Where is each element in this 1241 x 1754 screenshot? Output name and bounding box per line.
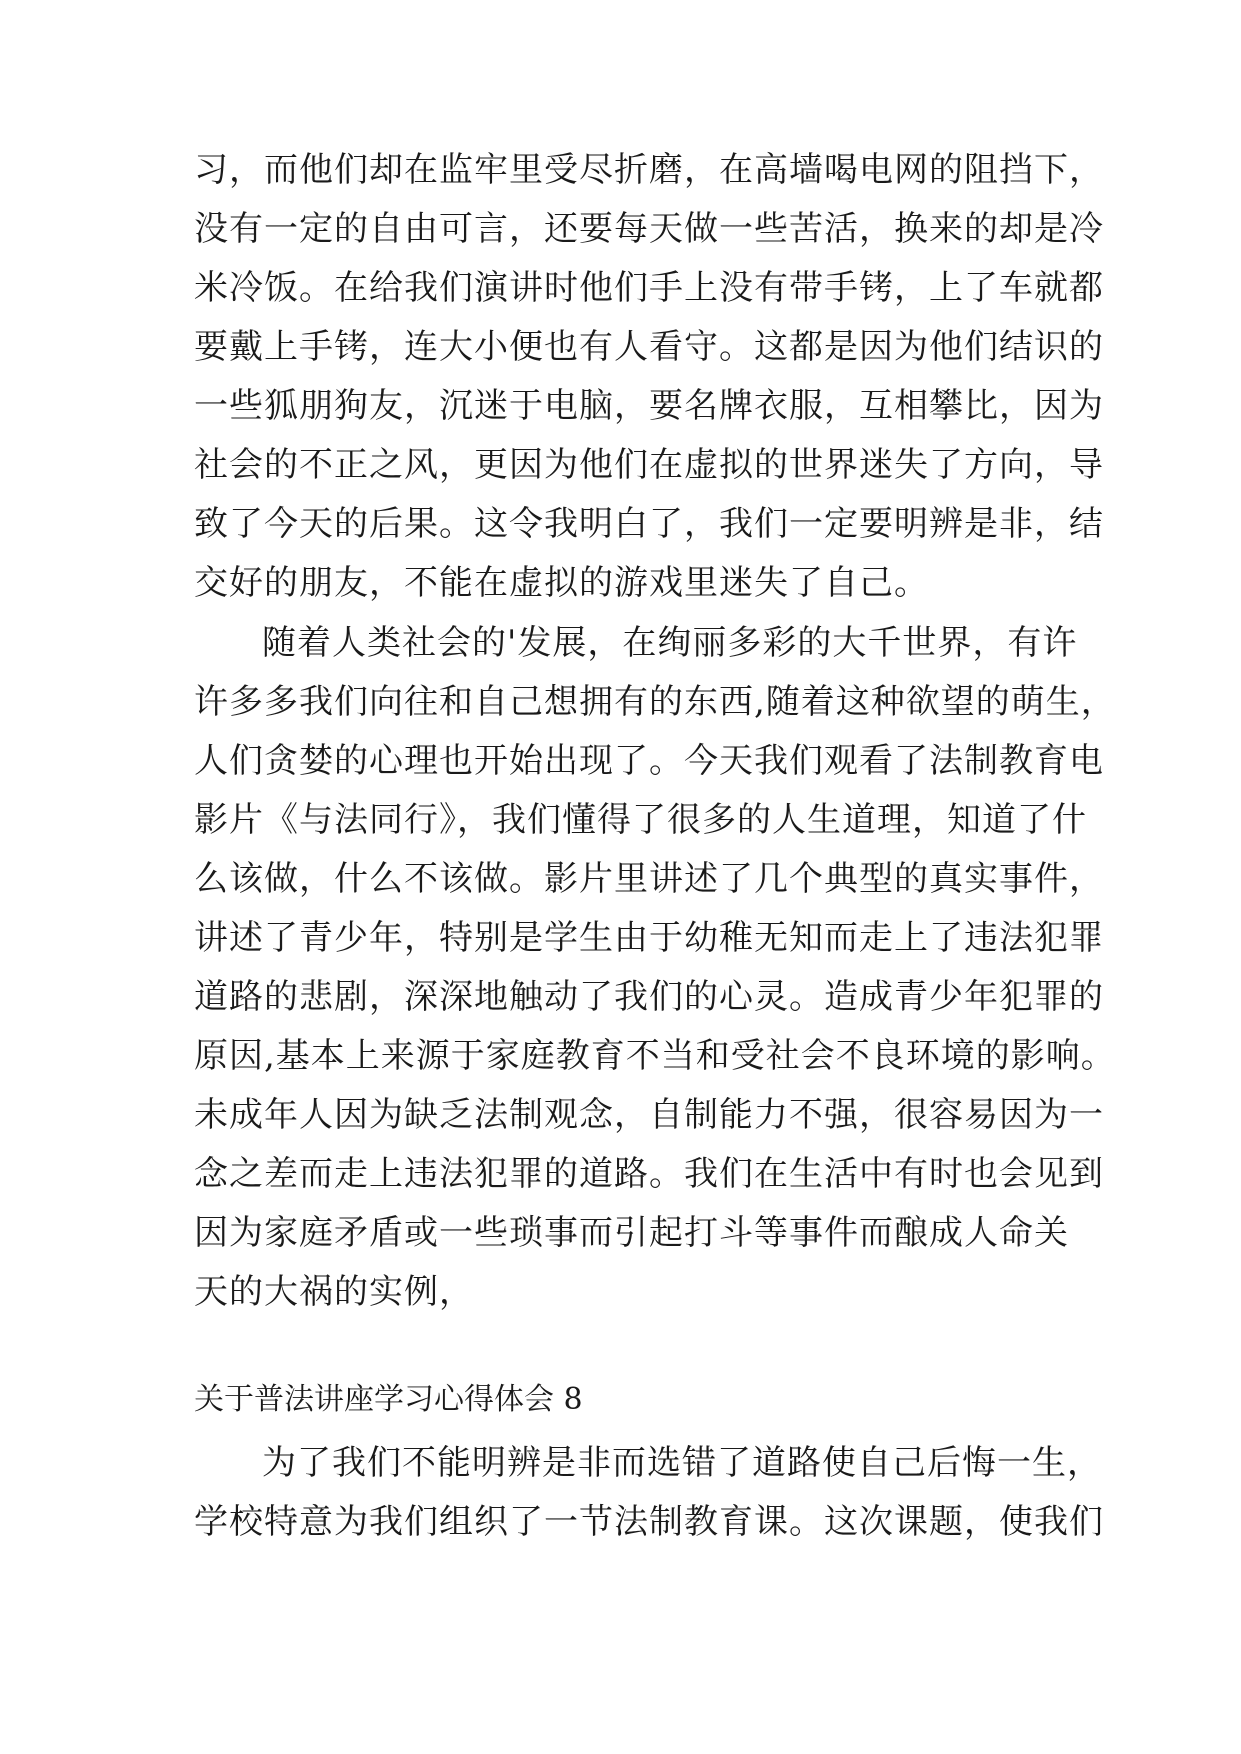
paragraph-line: 社会的不正之风，更因为他们在虚拟的世界迷失了方向，导 — [194, 445, 1104, 485]
paragraph-line: 一些狐朋狗友，沉迷于电脑，要名牌衣服，互相攀比，因为 — [194, 386, 1104, 426]
paragraph-line: 念之差而走上违法犯罪的道路。我们在生活中有时也会见到 — [194, 1154, 1104, 1194]
paragraph-line: 天的大祸的实例， — [194, 1272, 474, 1312]
paragraph-line: 学校特意为我们组织了一节法制教育课。这次课题，使我们 — [194, 1502, 1104, 1542]
paragraph-first-line: 随着人类社会的'发展，在绚丽多彩的大千世界，有许 — [262, 623, 1078, 663]
paragraph-line: 许多多我们向往和自己想拥有的东西,随着这种欲望的萌生， — [194, 682, 1116, 722]
paragraph-line: 米冷饭。在给我们演讲时他们手上没有带手铐，上了车就都 — [194, 268, 1104, 308]
paragraph-line: 影片《与法同行》，我们懂得了很多的人生道理，知道了什 — [194, 800, 1087, 840]
paragraph-line: 原因,基本上来源于家庭教育不当和受社会不良环境的影响。 — [194, 1036, 1116, 1076]
section-heading: 关于普法讲座学习心得体会 8 — [194, 1382, 583, 1417]
paragraph-line: 道路的悲剧，深深地触动了我们的心灵。造成青少年犯罪的 — [194, 977, 1104, 1017]
paragraph-line: 习，而他们却在监牢里受尽折磨，在高墙喝电网的阻挡下， — [194, 150, 1104, 190]
paragraph-line: 讲述了青少年，特别是学生由于幼稚无知而走上了违法犯罪 — [194, 918, 1104, 958]
paragraph-line: 交好的朋友，不能在虚拟的游戏里迷失了自己。 — [194, 563, 929, 603]
paragraph-line: 因为家庭矛盾或一些琐事而引起打斗等事件而酿成人命关 — [194, 1213, 1069, 1253]
paragraph-first-line: 为了我们不能明辨是非而选错了道路使自己后悔一生， — [262, 1443, 1102, 1483]
paragraph-line: 未成年人因为缺乏法制观念，自制能力不强，很容易因为一 — [194, 1095, 1104, 1135]
paragraph-line: 没有一定的自由可言，还要每天做一些苦活，换来的却是冷 — [194, 209, 1104, 249]
paragraph-line: 人们贪婪的心理也开始出现了。今天我们观看了法制教育电 — [194, 741, 1104, 781]
paragraph-line: 致了今天的后果。这令我明白了，我们一定要明辨是非，结 — [194, 504, 1104, 544]
paragraph-line: 要戴上手铐，连大小便也有人看守。这都是因为他们结识的 — [194, 327, 1104, 367]
paragraph-line: 么该做，什么不该做。影片里讲述了几个典型的真实事件， — [194, 859, 1104, 899]
